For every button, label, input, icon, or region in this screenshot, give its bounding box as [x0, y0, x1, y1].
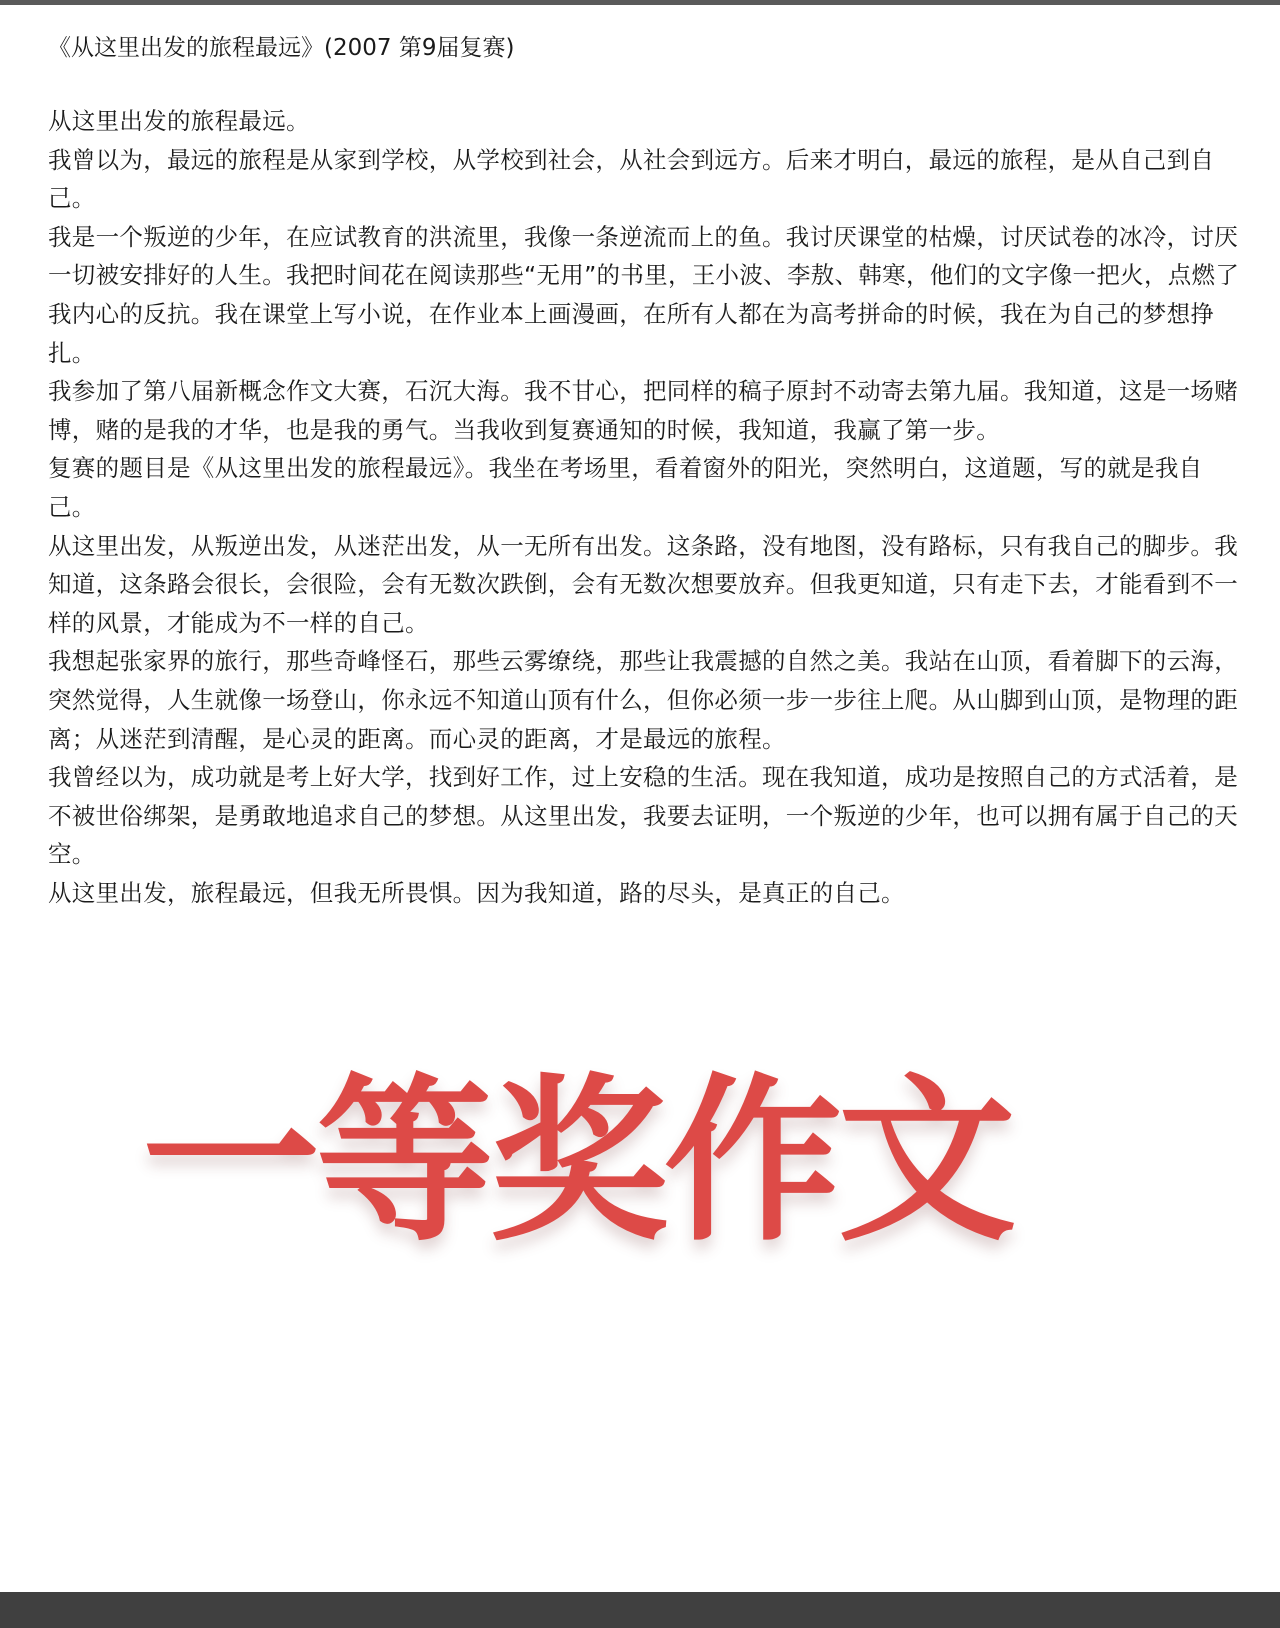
bottom-bar: [0, 1592, 1280, 1628]
paragraph: 我参加了第八届新概念作文大赛，石沉大海。我不甘心，把同样的稿子原封不动寄去第九届。我知道，这是一场赌博，赌的是我的才华，也是我的勇气。当我收到复赛通知的时候，我知道，我赢了第一步。: [48, 377, 1238, 444]
paragraph: 我曾以为，最远的旅程是从家到学校，从学校到社会，从社会到远方。后来才明白，最远的旅程，是从自己到自己。: [48, 145, 1215, 213]
top-border: [0, 0, 1280, 5]
paragraph: 我是一个叛逆的少年，在应试教育的洪流里，我像一条逆流而上的鱼。我讨厌课堂的枯燥，讨厌试卷的冰冷，讨厌一切被安排好的人生。我把时间花在阅读那些“无用”的书里，王小波、李敖、韩寒，他们的文字像一把火，点燃了我内心的反抗。我在课堂上写小说，在作业本上画漫画，在所有人都在为高考拼命的时候，我在为自己的梦想挣扎。: [48, 222, 1240, 367]
document-title: 《从这里出发的旅程最远》(2007 第9届复赛): [48, 35, 515, 61]
paragraph: 从这里出发的旅程最远。: [48, 107, 310, 135]
document: [48, 28, 1248, 912]
document-body: [48, 102, 1248, 912]
paragraph: 我想起张家界的旅行，那些奇峰怪石，那些云雾缭绕，那些让我震撼的自然之美。我站在山顶，看着脚下的云海，突然觉得，人生就像一场登山，你永远不知道山顶有什么，但你必须一步一步往上爬。从山脚到山顶，是物理的距离；从迷茫到清醒，是心灵的距离。而心灵的距离，才是最远的旅程。: [48, 647, 1238, 753]
paragraph: 复赛的题目是《从这里出发的旅程最远》。我坐在考场里，看着窗外的阳光，突然明白，这道题，写的就是我自己。: [48, 454, 1203, 521]
paragraph: 我曾经以为，成功就是考上好大学，找到好工作，过上安稳的生活。现在我知道，成功是按照自己的方式活着，是不被世俗绑架，是勇敢地追求自己的梦想。从这里出发，我要去证明，一个叛逆的少年，也可以拥有属于自己的天空。: [48, 763, 1238, 869]
paragraph: 从这里出发，从叛逆出发，从迷茫出发，从一无所有出发。这条路，没有地图，没有路标，只有我自己的脚步。我知道，这条路会很长，会很险，会有无数次跌倒，会有无数次想要放弃。但我更知道，只有走下去，才能看到不一样的风景，才能成为不一样的自己。: [48, 531, 1238, 637]
award-banner-text: 一等奖作文: [142, 1058, 1012, 1265]
paragraph: 从这里出发，旅程最远，但我无所畏惧。因为我知道，路的尽头，是真正的自己。: [48, 878, 905, 907]
